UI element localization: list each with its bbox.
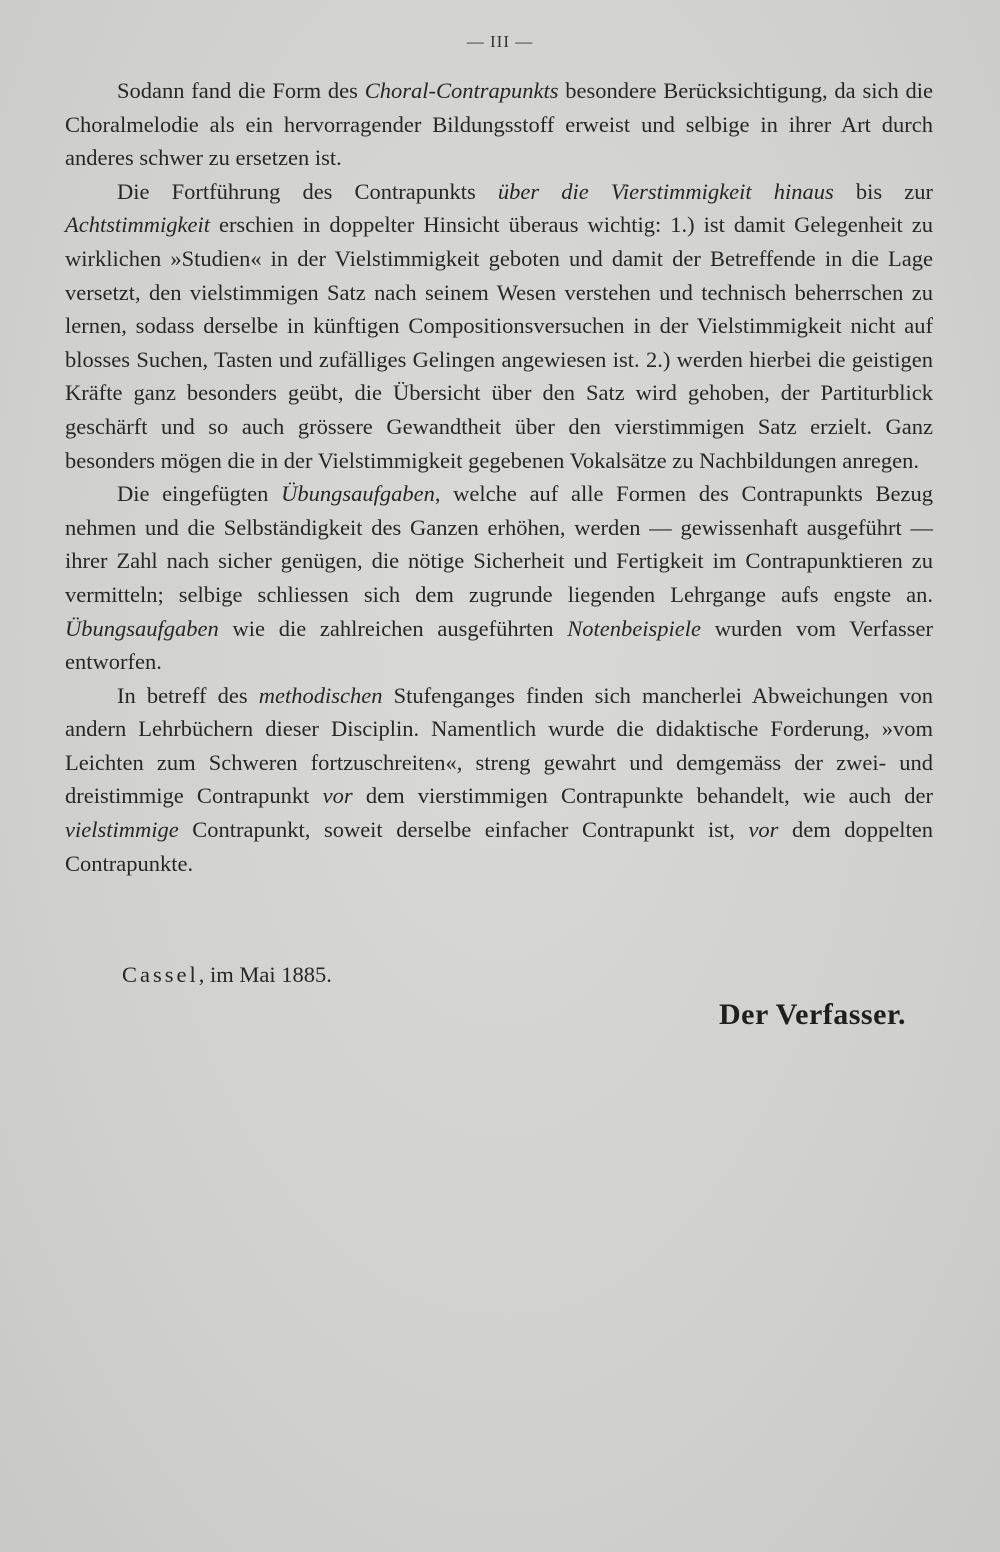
- text-segment-italic: Übungsaufgaben: [65, 615, 219, 641]
- text-segment: Contrapunkt, soweit derselbe einfacher Contrapunkt ist,: [178, 817, 749, 843]
- text-segment: dem vierstimmigen Contrapunkte behandelt, wie auch der: [352, 783, 934, 809]
- text-segment-italic: Achtstimmigkeit: [65, 212, 210, 238]
- text-segment: Stufenganges finden sich mancherlei Abweichungen von andern Lehrbüchern dieser Disciplin. Namentlich wurde die didaktische Forderung, »vom Leichten zum Schweren fortzuschreiten«, streng gewahrt und demgemäss der zwei- und dreistimmige Contrapunkt: [65, 682, 934, 809]
- text-segment-italic: vor: [748, 817, 779, 843]
- text-segment-italic: Übungsaufgaben: [281, 481, 435, 507]
- text-segment: wie die zahlreichen ausgeführten: [218, 615, 568, 641]
- text-segment: Die Fortführung des Contrapunkts: [117, 178, 498, 204]
- text-segment: Die eingefügten: [117, 481, 282, 507]
- dateline-place: Cassel: [122, 962, 199, 987]
- text-segment-italic: Choral-Contrapunkts: [364, 78, 559, 103]
- text-segment: besondere Berücksichtigung, da sich die Choralmelodie als ein hervorragender Bildungsstoff erweist und selbige in ihrer Art durch anderes schwer zu ersetzen ist.: [65, 78, 933, 171]
- author-signature: Der Verfasser.: [719, 998, 906, 1031]
- text-segment-italic: über die Vierstimmigkeit hinaus: [497, 178, 834, 204]
- text-segment: dem doppelten Contrapunkte.: [65, 817, 933, 876]
- paragraph-methodik: [65, 679, 933, 881]
- dateline-date: , im Mai 1885.: [198, 962, 332, 987]
- paragraph-uebungsaufgaben: [65, 477, 933, 679]
- text-segment-italic: Notenbeispiele: [567, 615, 702, 641]
- paragraph-vielstimmigkeit: [65, 175, 933, 477]
- page-number: — III —: [466, 32, 534, 51]
- paragraph-choral: [65, 74, 933, 175]
- text-segment-italic: vor: [322, 783, 353, 809]
- preface-body: [65, 74, 933, 880]
- text-segment: Sodann fand die Form des: [117, 78, 365, 103]
- text-segment-italic: methodischen: [258, 682, 383, 708]
- dateline: [122, 962, 332, 988]
- text-segment: , welche auf alle Formen des Contrapunkts Bezug nehmen und die Selbständigkeit des Ganzen erhöhen, werden — gewissenhaft ausgeführt — ihrer Zahl nach sicher genügen, die nötige Sicherheit und Fertigkeit im Contrapunktieren zu vermitteln; selbige schliessen sich dem zugrunde liegenden Lehrgange aufs engste an.: [65, 481, 933, 607]
- text-segment-italic: vielstimmige: [65, 817, 179, 843]
- text-segment: erschien in doppelter Hinsicht überaus wichtig: 1.) ist damit Gelegenheit zu wirklichen »Studien« in der Vielstimmigkeit geboten und damit der Betreffende in die Lage versetzt, den vielstimmigen Satz nach seinem Wesen verstehen und technisch beherrschen zu lernen, sodass derselbe in künftigen Compositionsversuchen in der Vielstimmigkeit nicht auf blosses Suchen, Tasten und zufälliges Gelingen angewiesen ist. 2.) werden hierbei die geistigen Kräfte ganz besonders geübt, die Übersicht über den Satz wird gehoben, der Partiturblick geschärft und so auch grössere Gewandtheit über den vierstimmigen Satz erzielt. Ganz besonders mögen die in der Vielstimmigkeit gegebenen Vokalsätze zu Nachbildungen anregen.: [65, 212, 933, 473]
- text-segment: In betreff des: [117, 682, 259, 708]
- text-segment: wurden vom Verfasser entworfen.: [65, 615, 934, 675]
- text-segment: bis zur: [833, 178, 933, 204]
